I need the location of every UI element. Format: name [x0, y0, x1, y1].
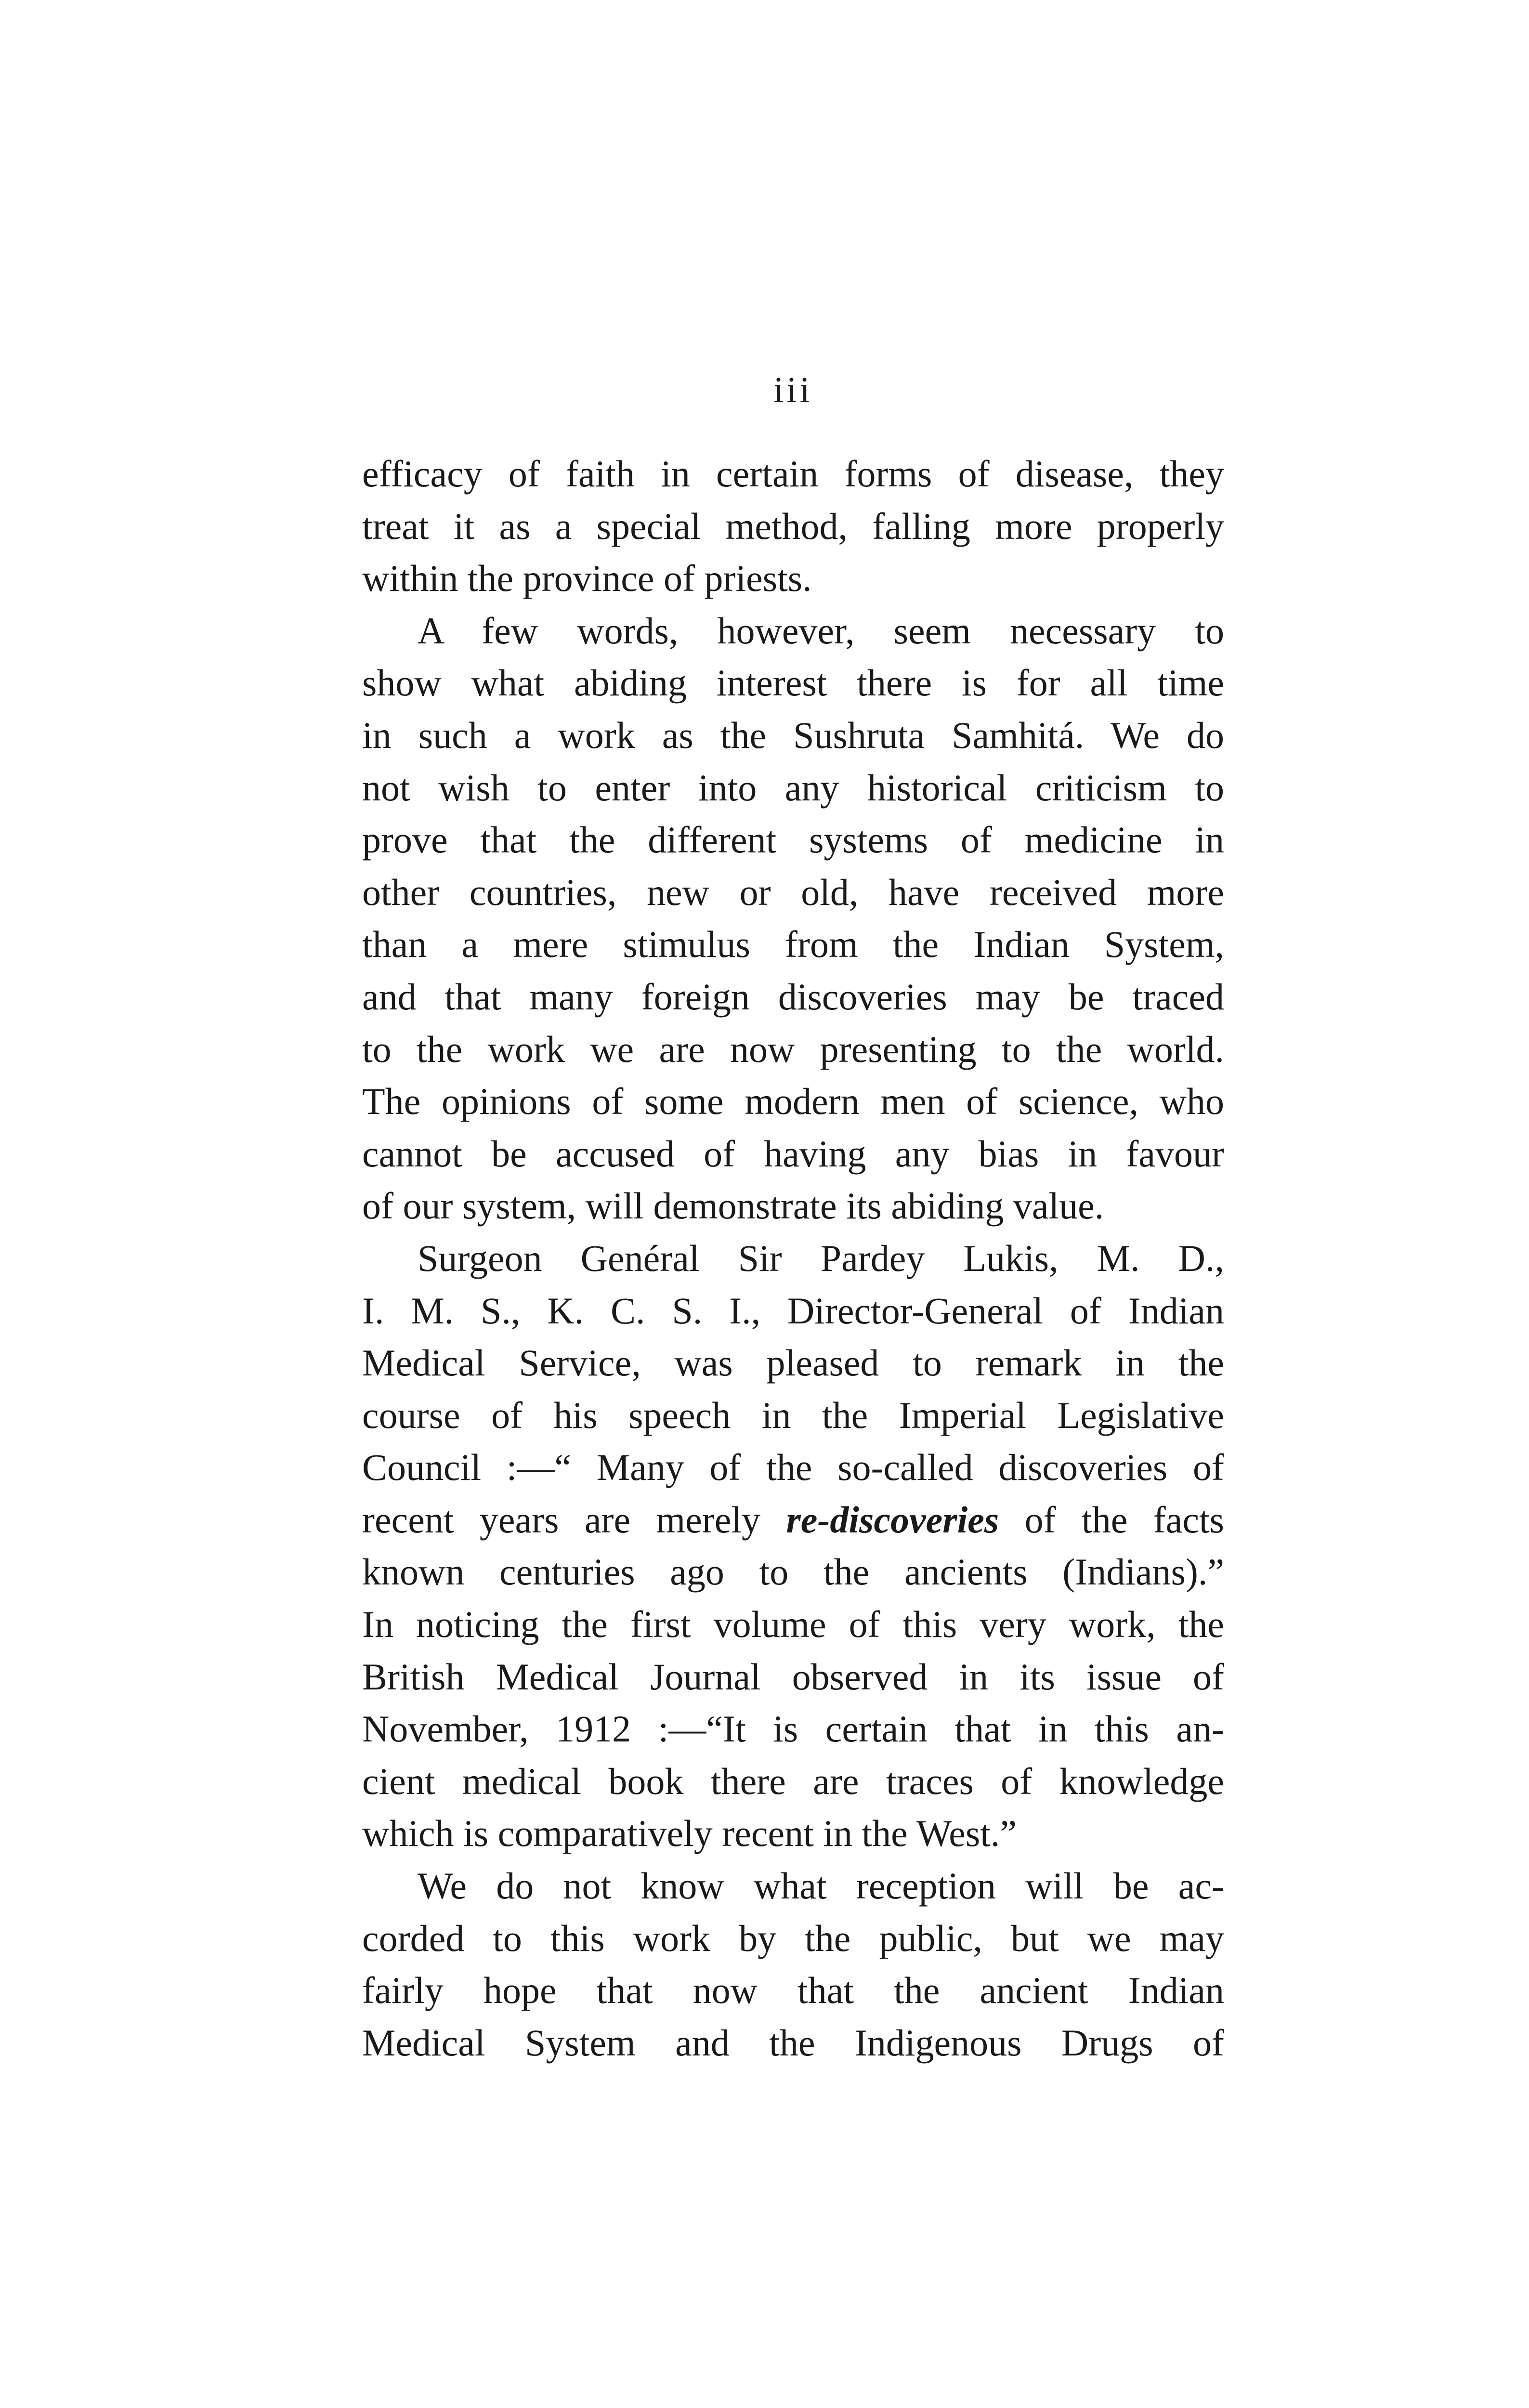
text-line: [362, 1494, 1224, 1546]
text-line: The opinions of some modern men of science, who: [362, 1080, 1224, 1123]
text-line: prove that the different systems of medicine in: [362, 819, 1224, 861]
text-line: to the work we are now presenting to the world.: [362, 1028, 1224, 1070]
text-line: and that many foreign discoveries may be traced: [362, 975, 1224, 1018]
text-line: than a mere stimulus from the Indian System,: [362, 923, 1224, 966]
text-line: in such a work as the Sushruta Samhitá. We do: [362, 714, 1224, 756]
text-line: course of his speech in the Imperial Legislative: [362, 1394, 1224, 1436]
text-line: cannot be accused of having any bias in favour: [362, 1132, 1224, 1175]
text-line: known centuries ago to the ancients (Indians).”: [362, 1551, 1224, 1593]
text-line: We do not know what reception will be ac-: [418, 1865, 1224, 1907]
text-line: efficacy of faith in certain forms of disease, they: [362, 453, 1224, 495]
text-line: Medical System and the Indigenous Drugs of: [362, 2021, 1224, 2064]
text-line: cient medical book there are traces of knowledge: [362, 1760, 1224, 1802]
text-line: which is comparatively recent in the West.”: [362, 1812, 1017, 1855]
text-line: Medical Service, was pleased to remark in the: [362, 1342, 1224, 1384]
text-line: Surgeon Genéral Sir Pardey Lukis, M. D.,: [418, 1237, 1224, 1279]
text-line: other countries, new or old, have received more: [362, 871, 1224, 913]
text-line: November, 1912 :—“It is certain that in this an-: [362, 1708, 1224, 1750]
page-number: iii: [773, 370, 813, 410]
text-line: treat it as a special method, falling more properly: [362, 505, 1224, 547]
text-line: corded to this work by the public, but we may: [362, 1917, 1224, 1959]
body-text: [362, 448, 1224, 2069]
text-line: within the province of priests.: [362, 557, 812, 600]
text-line: In noticing the first volume of this very work, the: [362, 1603, 1224, 1646]
emphasized-text: re-discoveries: [786, 1498, 999, 1541]
text-line: A few words, however, seem necessary to: [418, 609, 1224, 652]
text-line: fairly hope that now that the ancient Indian: [362, 1969, 1224, 2012]
text-line: I. M. S., K. C. S. I., Director-General of Indian: [362, 1289, 1224, 1332]
text-line: not wish to enter into any historical criticism to: [362, 766, 1224, 809]
text-line: British Medical Journal observed in its issue of: [362, 1655, 1224, 1698]
text-line: of our system, will demonstrate its abiding value.: [362, 1185, 1104, 1227]
text-line: show what abiding interest there is for all time: [362, 662, 1224, 704]
text-line: Council :—“ Many of the so-called discoveries of: [362, 1446, 1224, 1489]
text-segment: of the facts: [999, 1498, 1224, 1541]
text-segment: recent years are merely: [362, 1498, 786, 1541]
